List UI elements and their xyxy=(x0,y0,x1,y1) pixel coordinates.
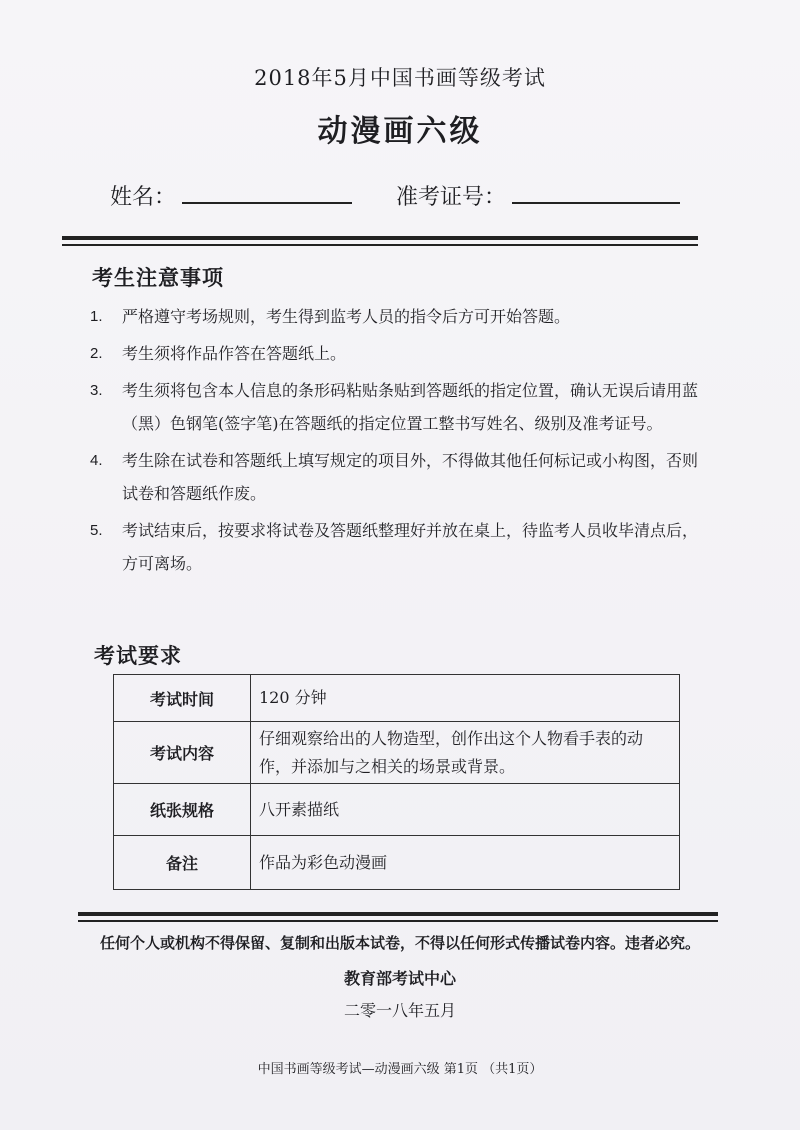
top-divider-thick xyxy=(62,236,698,240)
requirement-key: 纸张规格 xyxy=(114,784,251,836)
note-item xyxy=(90,337,700,370)
requirement-key: 备注 xyxy=(114,836,251,890)
exam-title: 2018年5月中国书画等级考试 xyxy=(254,66,546,90)
exam-subject: 动漫画六级 xyxy=(317,114,483,149)
table-row xyxy=(114,784,680,836)
table-row xyxy=(114,836,680,890)
table-row xyxy=(114,675,680,722)
requirement-value: 八开素描纸 xyxy=(251,784,680,836)
bottom-divider-thick xyxy=(78,912,718,916)
requirement-value: 作品为彩色动漫画 xyxy=(251,836,680,890)
issuer: 教育部考试中心 xyxy=(343,969,456,988)
note-text: 考试结束后，按要求将试卷及答题纸整理好并放在桌上，待监考人员收毕清点后，方可离场。 xyxy=(122,521,699,573)
requirement-key: 考试时间 xyxy=(114,675,251,722)
note-item xyxy=(90,514,700,580)
requirement-key: 考试内容 xyxy=(114,722,251,784)
top-divider-thin xyxy=(62,244,698,246)
bottom-divider-thin xyxy=(78,920,718,922)
requirement-value: 仔细观察给出的人物造型，创作出这个人物看手表的动作，并添加与之相关的场景或背景。 xyxy=(251,722,680,784)
issue-date: 二零一八年五月 xyxy=(343,1001,456,1020)
table-row xyxy=(114,722,680,784)
note-number: 5. xyxy=(90,522,103,539)
note-text: 严格遵守考场规则，考生得到监考人员的指令后方可开始答题。 xyxy=(122,307,571,326)
name-label: 姓名： xyxy=(110,185,177,210)
name-field[interactable] xyxy=(110,180,352,211)
notes-heading: 考生注意事项 xyxy=(92,265,224,290)
note-number: 2. xyxy=(90,345,103,362)
note-number: 4. xyxy=(90,452,103,469)
requirements-heading: 考试要求 xyxy=(94,643,182,668)
ticket-number-label: 准考证号： xyxy=(396,185,507,210)
note-number: 1. xyxy=(90,308,103,325)
note-text: 考生须将包含本人信息的条形码粘贴条贴到答题纸的指定位置，确认无误后请用蓝（黑）色钢笔(签字笔)在答题纸的指定位置工整书写姓名、级别及准考证号。 xyxy=(122,381,699,433)
note-item xyxy=(90,374,700,440)
requirement-value: 120 分钟 xyxy=(251,675,680,722)
page-footer: 中国书画等级考试—动漫画六级 第1页 （共1页） xyxy=(257,1062,543,1077)
note-number: 3. xyxy=(90,382,103,399)
copyright-warning: 任何个人或机构不得保留、复制和出版本试卷，不得以任何形式传播试卷内容。违者必究。 xyxy=(99,934,700,952)
requirements-table xyxy=(113,674,680,890)
note-item xyxy=(90,300,700,333)
name-blank-line[interactable] xyxy=(182,180,352,204)
notes-list xyxy=(90,300,700,584)
ticket-number-field[interactable] xyxy=(396,180,680,211)
ticket-number-blank-line[interactable] xyxy=(512,180,680,204)
note-item xyxy=(90,444,700,510)
note-text: 考生须将作品作答在答题纸上。 xyxy=(122,344,347,363)
note-text: 考生除在试卷和答题纸上填写规定的项目外，不得做其他任何标记或小构图，否则试卷和答题纸作废。 xyxy=(122,451,699,503)
